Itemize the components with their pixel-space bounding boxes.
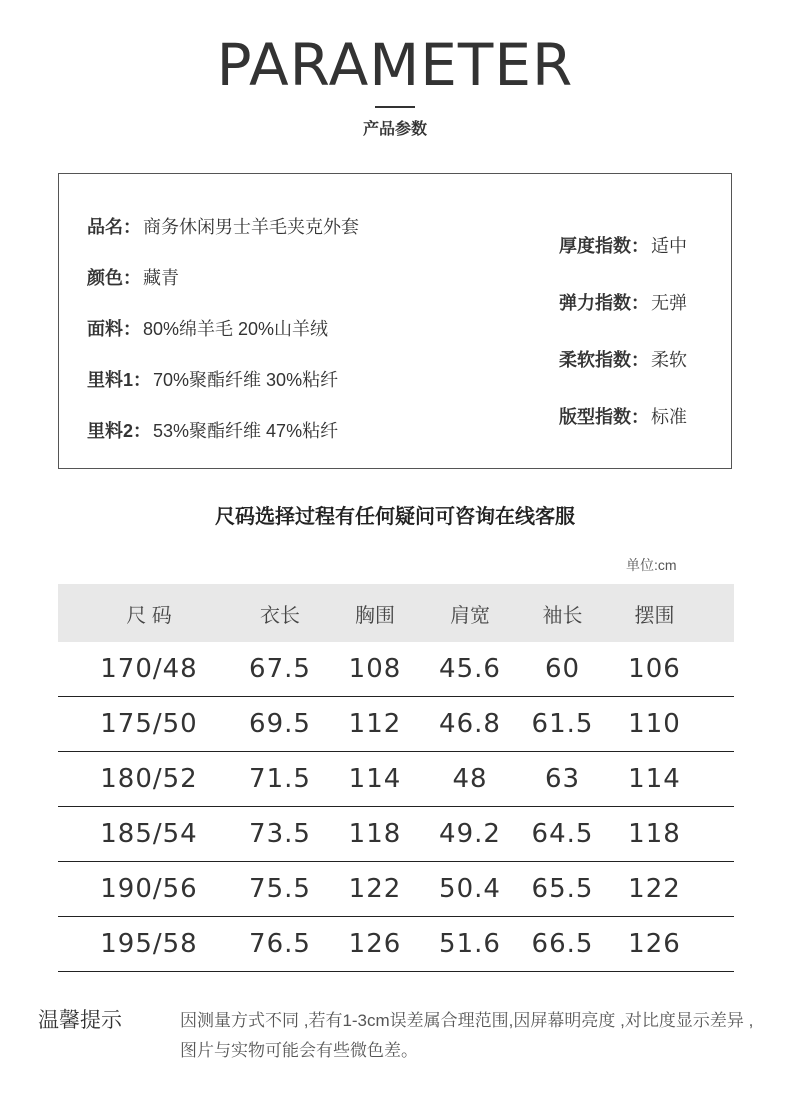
table-body [58, 642, 734, 972]
header-hem: 摆围 [634, 604, 675, 627]
table-cell: 66.5 [531, 929, 594, 959]
param-row-fit [559, 389, 687, 446]
table-cell: 112 [348, 709, 402, 739]
table-cell: 46.8 [439, 709, 501, 739]
param-value: 80%绵羊毛 20%山羊绒 [143, 319, 329, 339]
parameter-list-right [559, 218, 687, 446]
table-cell: 170/48 [100, 654, 198, 684]
param-value: 藏青 [143, 268, 179, 288]
param-key: 里料1： [87, 370, 152, 390]
param-key: 颜色： [87, 268, 141, 288]
table-row [58, 697, 734, 752]
unit-label: 单位:cm [626, 557, 677, 573]
table-header-row [58, 584, 734, 642]
title-underline [375, 106, 415, 108]
param-row-lining2 [87, 406, 359, 457]
tips-label: 温馨提示 [38, 1009, 122, 1032]
tips-text: 因测量方式不同 ,若有1-3cm误差属合理范围,因屏幕明亮度 ,对比度显示差异 ,图片与实物可能会有些微色差。 [180, 1011, 754, 1060]
table-row [58, 807, 734, 862]
param-value: 商务休闲男士羊毛夹克外套 [143, 217, 359, 237]
table-cell: 190/56 [100, 874, 198, 904]
table-cell: 185/54 [100, 819, 198, 849]
param-row-softness [559, 332, 687, 389]
table-cell: 180/52 [100, 764, 198, 794]
param-key: 柔软指数： [559, 350, 649, 370]
table-cell: 60 [544, 654, 581, 684]
param-value: 柔软 [651, 350, 687, 370]
header-length: 衣长 [260, 604, 300, 627]
param-row-fabric [87, 304, 359, 355]
table-cell: 67.5 [249, 654, 311, 684]
page-subtitle: 产品参数 [362, 121, 427, 138]
param-key: 厚度指数： [559, 236, 649, 256]
param-row-lining1 [87, 355, 359, 406]
table-cell: 64.5 [531, 819, 594, 849]
table-cell: 71.5 [249, 764, 311, 794]
param-value: 53%聚酯纤维 47%粘纤 [153, 421, 339, 441]
param-key: 品名： [87, 217, 141, 237]
table-row [58, 917, 734, 972]
param-value: 标准 [651, 407, 687, 427]
table-row [58, 862, 734, 917]
table-cell: 45.6 [439, 654, 501, 684]
table-cell: 122 [348, 874, 402, 904]
param-value: 70%聚酯纤维 30%粘纤 [153, 370, 339, 390]
param-row-thickness [559, 218, 687, 275]
size-notice: 尺码选择过程有任何疑问可咨询在线客服 [215, 506, 575, 528]
param-key: 里料2： [87, 421, 152, 441]
header [0, 30, 790, 139]
table-cell: 106 [628, 654, 681, 684]
param-key: 版型指数： [559, 407, 649, 427]
table-cell: 50.4 [439, 874, 501, 904]
param-value: 适中 [651, 236, 687, 256]
table-cell: 63 [544, 764, 581, 794]
header-chest: 胸围 [355, 604, 395, 627]
table-cell: 122 [628, 874, 681, 904]
param-row-color [87, 253, 359, 304]
param-row-name [87, 202, 359, 253]
param-key: 面料： [87, 319, 141, 339]
table-cell: 76.5 [249, 929, 311, 959]
table-cell: 118 [348, 819, 402, 849]
table-cell: 114 [348, 764, 402, 794]
table-cell: 49.2 [439, 819, 501, 849]
table-cell: 114 [628, 764, 681, 794]
size-table [58, 584, 734, 972]
parameter-list-left [87, 202, 359, 457]
parameter-box [58, 173, 732, 469]
header-shoulder: 肩宽 [450, 604, 490, 627]
param-key: 弹力指数： [559, 293, 649, 313]
header-size: 尺 码 [126, 604, 172, 627]
table-row [58, 642, 734, 697]
table-cell: 51.6 [439, 929, 501, 959]
table-cell: 126 [628, 929, 681, 959]
header-sleeve: 袖长 [542, 604, 583, 627]
page-title: PARAMETER [216, 31, 574, 99]
table-cell: 110 [628, 709, 681, 739]
table-cell: 61.5 [531, 709, 594, 739]
table-cell: 69.5 [249, 709, 311, 739]
table-cell: 73.5 [249, 819, 311, 849]
table-cell: 108 [348, 654, 402, 684]
param-row-elasticity [559, 275, 687, 332]
table-cell: 175/50 [100, 709, 198, 739]
table-row [58, 752, 734, 807]
param-value: 无弹 [651, 293, 687, 313]
table-cell: 195/58 [100, 929, 198, 959]
table-cell: 118 [628, 819, 681, 849]
table-cell: 65.5 [531, 874, 594, 904]
table-cell: 75.5 [249, 874, 311, 904]
table-cell: 48 [452, 764, 488, 794]
table-cell: 126 [348, 929, 402, 959]
